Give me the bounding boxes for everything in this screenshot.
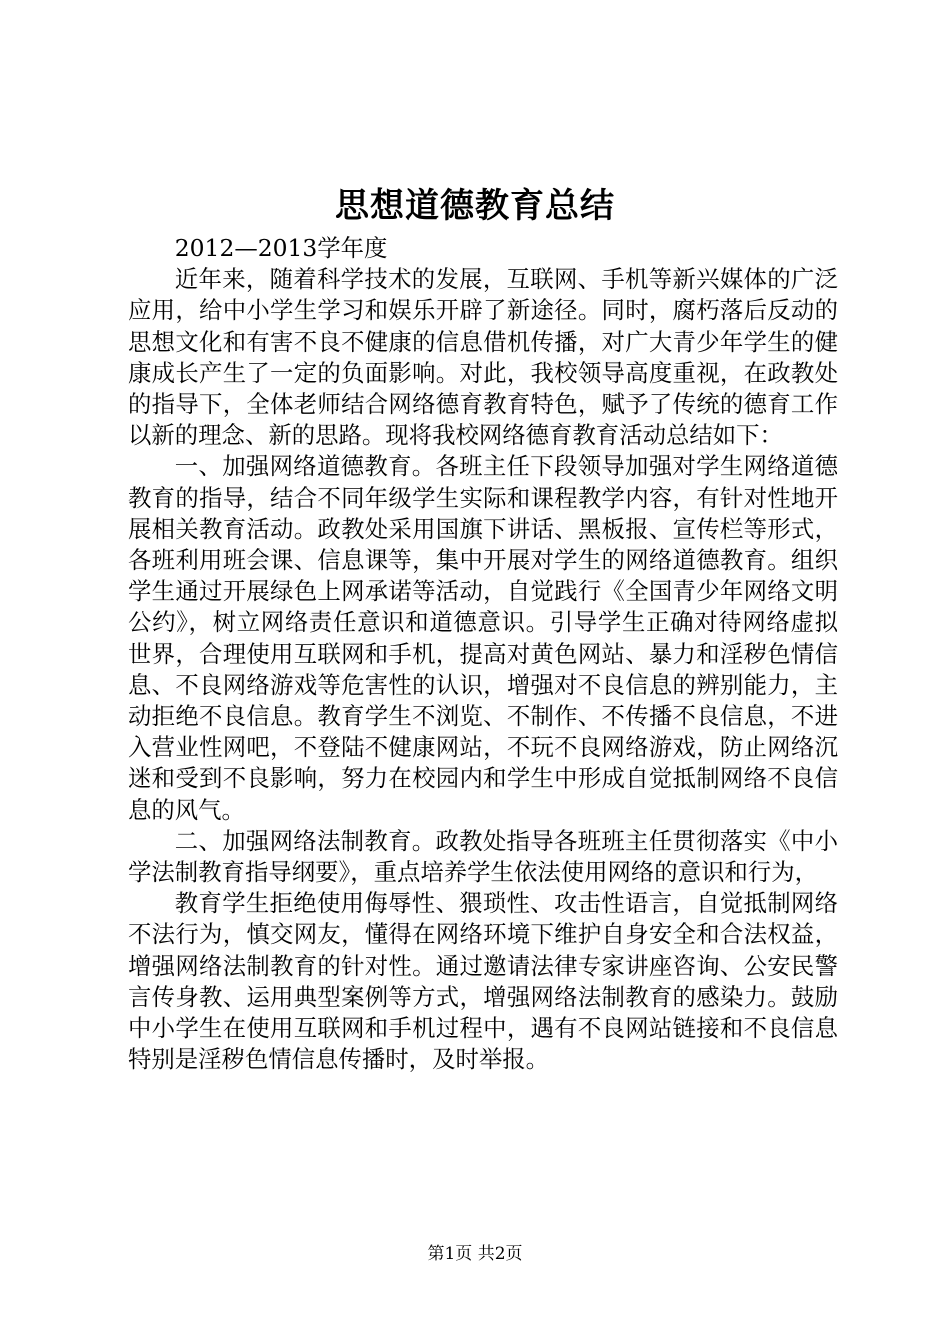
paragraph-legal-education: 二、加强网络法制教育。政教处指导各班班主任贯彻落实《中小学法制教育指导纲要》，重点培养学生依法使用网络的意识和行为， [128, 826, 838, 887]
document-title: 思想道德教育总结 [335, 186, 615, 226]
paragraph-moral-education: 一、加强网络道德教育。各班主任下段领导加强对学生网络道德教育的指导，结合不同年级学生实际和课程教学内容，有针对性地开展相关教育活动。政教处采用国旗下讲话、黑板报、宣传栏等形式，各班利用班会课、信息课等，集中开展对学生的网络道德教育。组织学生通过开展绿色上网承诺等活动，自觉践行《全国青少年网络文明公约》，树立网络责任意识和道德意识。引导学生正确对待网络虚拟世界，合理使用互联网和手机，提高对黄色网站、暴力和淫秽色情信息、不良网络游戏等危害性的认识，增强对不良信息的辨别能力，主动拒绝不良信息。教育学生不浏览、不制作、不传播不良信息，不进入营业性网吧，不登陆不健康网站，不玩不良网络游戏，防止网络沉迷和受到不良影响，努力在校园内和学生中形成自觉抵制网络不良信息的风气。 [128, 452, 838, 824]
document-subtitle: 2012—2013学年度 [174, 234, 388, 262]
paragraph-intro: 近年来，随着科学技术的发展，互联网、手机等新兴媒体的广泛应用，给中小学生学习和娱乐开辟了新途径。同时，腐朽落后反动的思想文化和有害不良不健康的信息借机传播，对广大青少年学生的健康成长产生了一定的负面影响。对此，我校领导高度重视，在政教处的指导下，全体老师结合网络德育教育特色，赋予了传统的德育工作以新的理念、新的思路。现将我校网络德育教育活动总结如下： [128, 265, 838, 450]
page-footer: 第1页 共2页 [427, 1244, 523, 1264]
paragraph-legal-details: 教育学生拒绝使用侮辱性、猥琐性、攻击性语言，自觉抵制网络不法行为，慎交网友，懂得在网络环境下维护自身安全和合法权益，增强网络法制教育的针对性。通过邀请法律专家讲座咨询、公安民警言传身教、运用典型案例等方式，增强网络法制教育的感染力。鼓励中小学生在使用互联网和手机过程中，遇有不良网站链接和不良信息特别是淫秽色情信息传播时，及时举报。 [128, 889, 838, 1074]
document-body [128, 233, 838, 1075]
